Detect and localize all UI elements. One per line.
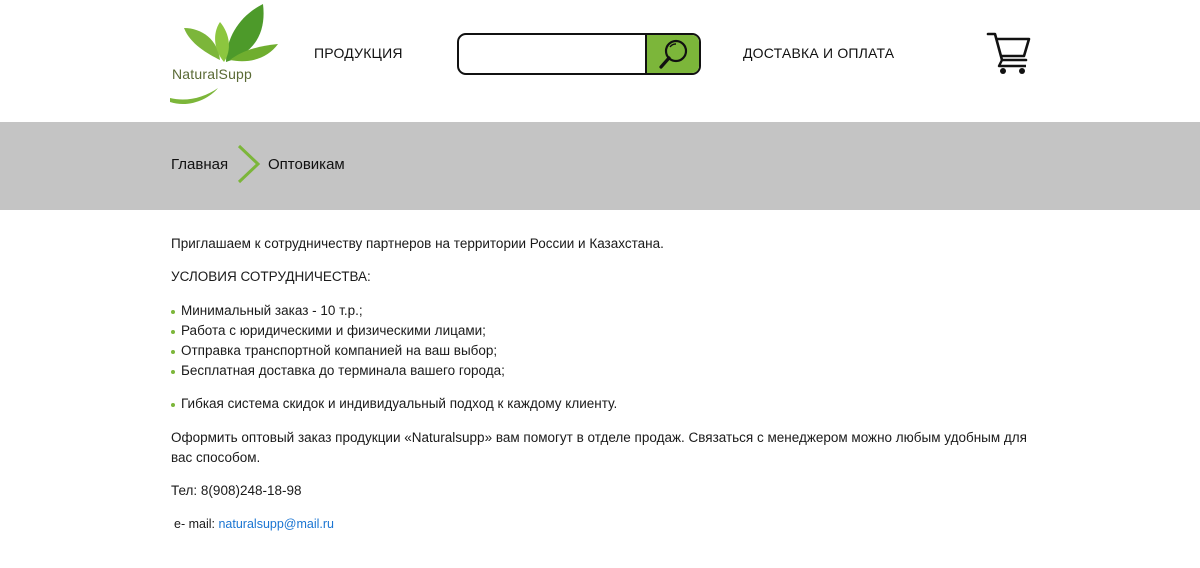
breadcrumb-current: Оптовикам (268, 156, 345, 173)
list-item: Бесплатная доставка до терминала вашего города; (171, 361, 505, 381)
conditions-list-extra (171, 394, 617, 414)
order-text: Оформить оптовый заказ продукции «Naturalsupp» вам помогут в отделе продаж. Связаться с менеджером можно любым удобным для вас способом. (171, 430, 1027, 465)
list-item: Отправка транспортной компанией на ваш выбор; (171, 341, 505, 361)
chevron-right-icon (236, 144, 262, 184)
email-label: е- mail: (174, 517, 215, 531)
logo-text: NaturalSupp (172, 66, 253, 82)
conditions-list (171, 301, 505, 381)
search-input[interactable] (459, 35, 645, 73)
search-box (457, 33, 701, 75)
email-link[interactable]: naturalsupp@mail.ru (218, 517, 334, 531)
nav-products-link[interactable]: ПРОДУКЦИЯ (314, 45, 403, 61)
phone-text: Тел: 8(908)248-18-98 (171, 483, 302, 498)
site-header (0, 0, 1200, 122)
breadcrumb-home-link[interactable]: Главная (171, 156, 229, 173)
search-button[interactable] (645, 35, 699, 73)
leaf-logo-icon (168, 4, 283, 108)
nav-delivery-link[interactable]: ДОСТАВКА И ОПЛАТА (743, 45, 895, 61)
intro-text: Приглашаем к сотрудничеству партнеров на территории России и Казахстана. (171, 236, 664, 251)
shopping-cart-icon (986, 30, 1032, 76)
conditions-title: УСЛОВИЯ СОТРУДНИЧЕСТВА: (171, 269, 371, 284)
magnifier-icon (658, 38, 690, 70)
site-logo[interactable] (168, 4, 283, 108)
list-item: Минимальный заказ - 10 т.р.; (171, 301, 505, 321)
list-item: Работа с юридическими и физическими лицами; (171, 321, 505, 341)
list-item: Гибкая система скидок и индивидуальный подход к каждому клиенту. (171, 394, 617, 414)
breadcrumb (0, 122, 1200, 210)
email-line (174, 514, 334, 534)
cart-button[interactable] (986, 30, 1032, 76)
